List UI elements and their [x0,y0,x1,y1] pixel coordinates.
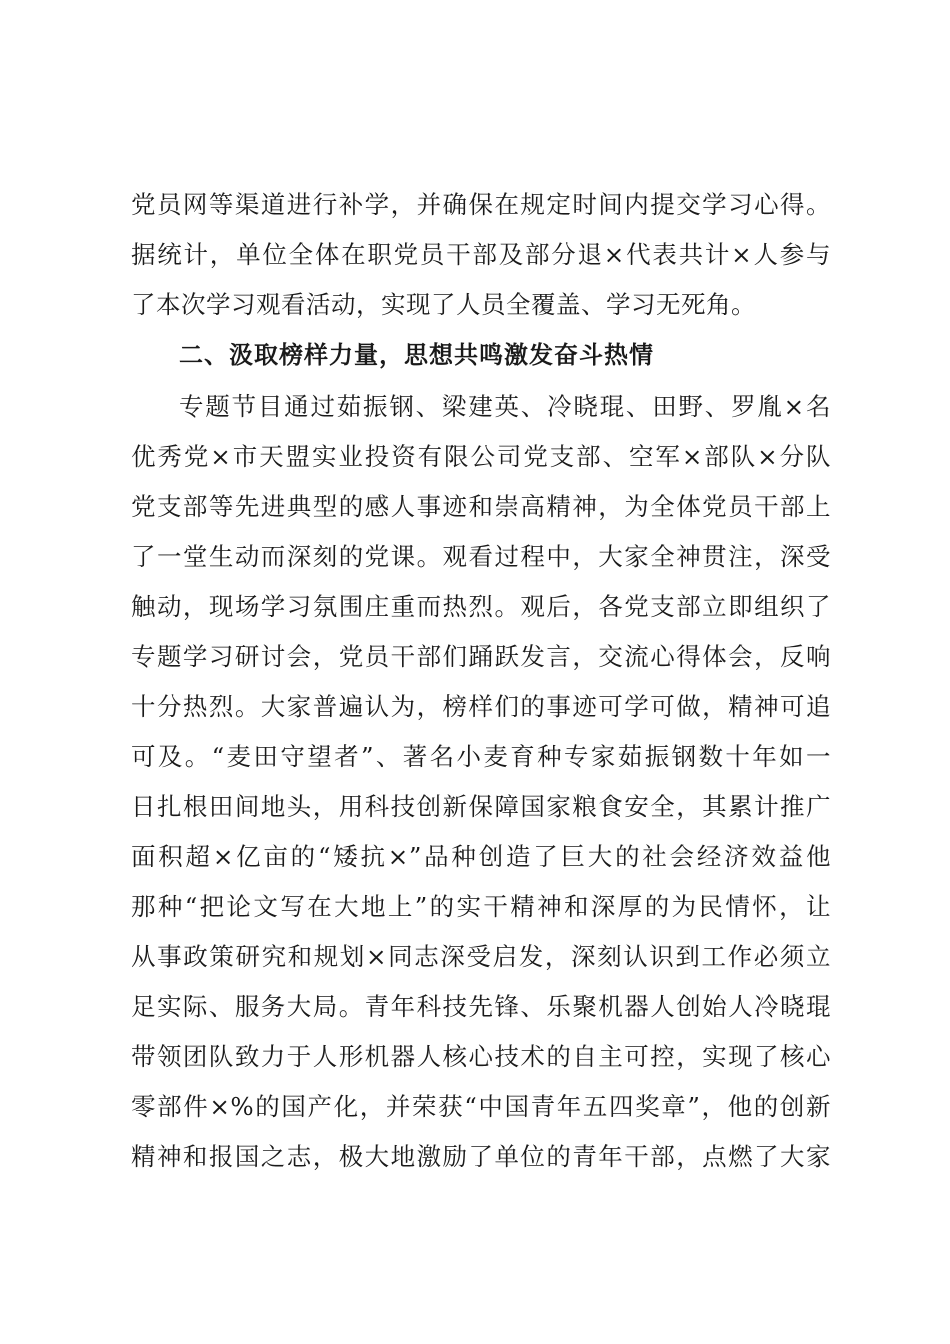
section-heading: 二、汲取榜样力量，思想共鸣激发奋斗热情 [179,341,654,369]
paragraph-line: 专题学习研讨会，党员干部们踊跃发言，交流心得体会，反响 [131,642,831,671]
paragraph-line: 可及。“麦田守望者”、著名小麦育种专家茹振钢数十年如一 [131,742,831,771]
paragraph-line: 了一堂生动而深刻的党课。观看过程中，大家全神贯注，深受 [131,542,831,571]
paragraph-line: 优秀党×市天盟实业投资有限公司党支部、空军×部队×分队 [131,442,831,471]
paragraph-line: 带领团队致力于人形机器人核心技术的自主可控，实现了核心 [131,1042,831,1071]
paragraph-line: 十分热烈。大家普遍认为，榜样们的事迹可学可做，精神可追 [131,692,831,721]
paragraph-line: 专题节目通过茹振钢、梁建英、冷晓琨、田野、罗胤×名 [179,392,831,421]
paragraph-line: 那种“把论文写在大地上”的实干精神和深厚的为民情怀，让 [131,892,831,921]
paragraph-line: 从事政策研究和规划×同志深受启发，深刻认识到工作必须立 [131,942,831,971]
paragraph-line: 触动，现场学习氛围庄重而热烈。观后，各党支部立即组织了 [131,592,831,621]
paragraph-line: 零部件×%的国产化，并荣获“中国青年五四奖章”，他的创新 [131,1092,831,1121]
paragraph-line: 据统计，单位全体在职党员干部及部分退×代表共计×人参与 [131,240,831,269]
paragraph-line: 了本次学习观看活动，实现了人员全覆盖、学习无死角。 [131,290,756,319]
paragraph-line: 党员网等渠道进行补学，并确保在规定时间内提交学习心得。 [131,190,831,219]
paragraph-line: 党支部等先进典型的感人事迹和崇高精神，为全体党员干部上 [131,492,831,521]
paragraph-line: 精神和报国之志，极大地激励了单位的青年干部，点燃了大家 [131,1142,831,1171]
paragraph-line: 面积超×亿亩的“矮抗×”品种创造了巨大的社会经济效益他 [131,842,831,871]
paragraph-line: 日扎根田间地头，用科技创新保障国家粮食安全，其累计推广 [131,792,831,821]
paragraph-line: 足实际、服务大局。青年科技先锋、乐聚机器人创始人冷晓琨 [131,992,831,1021]
